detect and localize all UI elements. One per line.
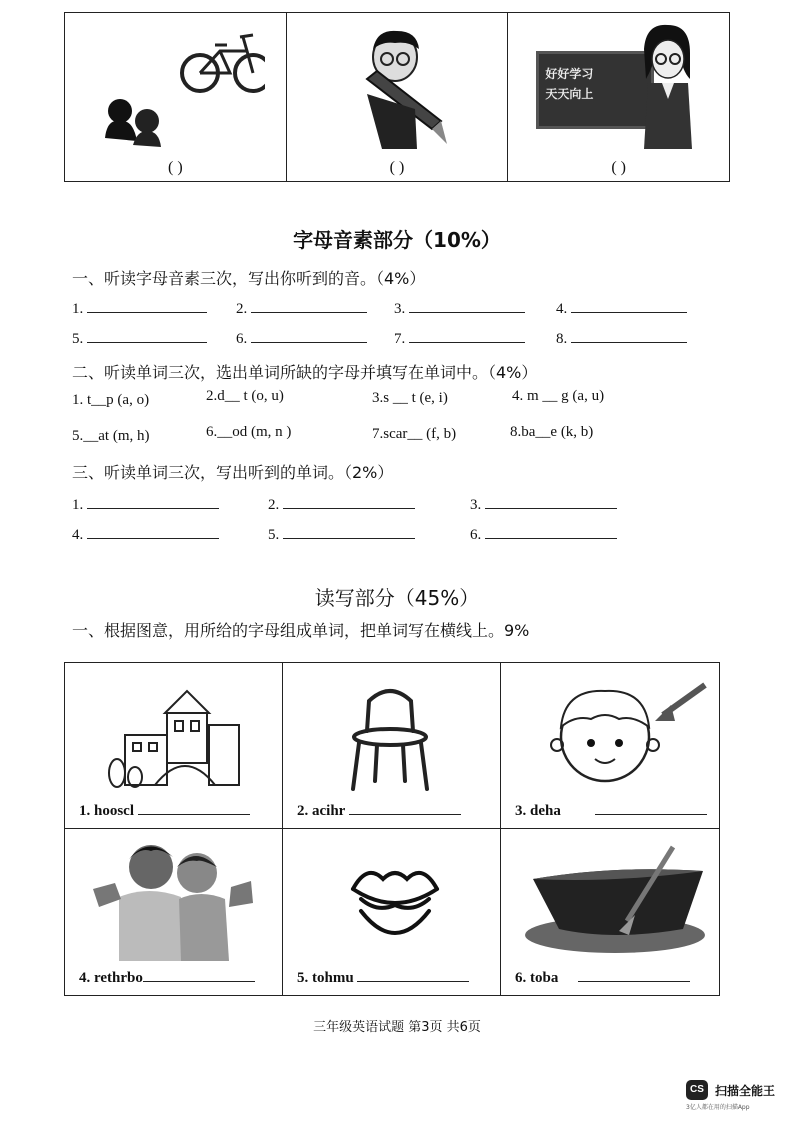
scanner-watermark (686, 1080, 775, 1111)
q1-num-2: 2. (236, 301, 248, 317)
answer-line-6[interactable] (578, 967, 690, 982)
answer-line-3[interactable] (595, 800, 707, 815)
q2-item-7: 7.scar__ (f, b) (372, 426, 457, 442)
phonics-q2-heading: 二、听读单词三次，选出单词所缺的字母并填写在单词中。（4%） (72, 363, 538, 382)
chair-icon (345, 681, 435, 793)
q3-answer-line-5[interactable] (283, 524, 415, 539)
page-footer: 三年级英语试题 第3页 共6页 (313, 1020, 481, 1035)
picture-cell-mouth (283, 829, 501, 995)
reading-section-title: 读写部分（45%） (314, 586, 480, 610)
boy-with-pencil-illustration (337, 19, 467, 154)
top-picture-table (64, 12, 730, 182)
q1-answer-line-5[interactable] (87, 328, 207, 343)
q1-answer-line-6[interactable] (251, 328, 367, 343)
answer-line-5[interactable] (357, 967, 469, 982)
q1-answer-line-1[interactable] (87, 298, 207, 313)
picture-cell-boat (501, 829, 719, 995)
answer-paren-2: ( ) (389, 159, 405, 176)
q1-answer-line-4[interactable] (571, 298, 687, 313)
boy-head-with-arrow-icon (545, 675, 715, 795)
watermark-app-name: 扫描全能王 (715, 1083, 776, 1098)
bicycle-children-illustration (95, 23, 265, 153)
answer-line-1[interactable] (138, 800, 250, 815)
picture-cell-teacher (508, 13, 729, 181)
q3-answer-line-3[interactable] (485, 494, 617, 509)
caption-1: 1. hooscl (79, 803, 135, 819)
caption-3: 3. deha (515, 803, 561, 819)
caption-5: 5. tohmu (297, 970, 354, 986)
camscanner-logo-icon: CS (686, 1080, 708, 1100)
caption-6: 6. toba (515, 970, 559, 986)
q1-answer-line-2[interactable] (251, 298, 367, 313)
q1-answer-line-3[interactable] (409, 298, 525, 313)
boat-photo (523, 843, 707, 959)
q1-num-8: 8. (556, 331, 568, 347)
answer-line-4[interactable] (143, 967, 255, 982)
q2-item-1: 1. t__p (a, o) (72, 392, 150, 408)
q3-num-1: 1. (72, 497, 84, 513)
reading-q1-heading: 一、根据图意，用所给的字母组成单词，把单词写在横线上。9% (72, 621, 530, 640)
q2-item-8: 8.ba__e (k, b) (510, 424, 594, 440)
q3-answer-line-2[interactable] (283, 494, 415, 509)
q1-answer-line-7[interactable] (409, 328, 525, 343)
q1-num-6: 6. (236, 331, 248, 347)
q1-num-4: 4. (556, 301, 568, 317)
picture-cell-bicycle (65, 13, 287, 181)
picture-cell-school (65, 663, 283, 829)
picture-cell-head (501, 663, 719, 829)
q3-num-5: 5. (268, 527, 280, 543)
q3-num-3: 3. (470, 497, 482, 513)
school-building-icon (105, 683, 245, 793)
word-picture-grid (64, 662, 720, 996)
q2-item-5: 5.__at (m, h) (72, 428, 150, 444)
teacher-illustration (626, 19, 706, 159)
phonics-q1-heading: 一、听读字母音素三次，写出你听到的音。（4%） (72, 269, 426, 288)
q1-num-3: 3. (394, 301, 406, 317)
picture-cell-pencil-boy (287, 13, 509, 181)
q1-num-7: 7. (394, 331, 406, 347)
q2-item-4: 4. m __ g (a, u) (512, 388, 605, 404)
two-boys-photo (89, 837, 259, 961)
answer-paren-3: ( ) (611, 159, 626, 176)
answer-paren-1: ( ) (168, 159, 183, 176)
chalkboard-line-2: 天天向上 (545, 87, 594, 101)
q3-answer-line-1[interactable] (87, 494, 219, 509)
chalkboard-line-1: 好好学习 (545, 67, 594, 81)
q3-answer-line-6[interactable] (485, 524, 617, 539)
q3-num-2: 2. (268, 497, 280, 513)
q2-item-3: 3.s __ t (e, i) (372, 390, 448, 406)
q3-num-4: 4. (72, 527, 84, 543)
answer-line-2[interactable] (349, 800, 461, 815)
picture-cell-chair (283, 663, 501, 829)
mouth-lips-icon (347, 859, 443, 949)
phonics-section-title: 字母音素部分（10%） (293, 228, 501, 252)
q1-answer-line-8[interactable] (571, 328, 687, 343)
watermark-tagline: 3亿人都在用的扫描App (686, 1104, 750, 1111)
q1-num-5: 5. (72, 331, 84, 347)
q1-num-1: 1. (72, 301, 84, 317)
caption-2: 2. acihr (297, 803, 346, 819)
q3-answer-line-4[interactable] (87, 524, 219, 539)
q2-item-6: 6.__od (m, n ) (206, 424, 292, 440)
q3-num-6: 6. (470, 527, 482, 543)
phonics-q3-heading: 三、听读单词三次，写出听到的单词。（2%） (72, 463, 394, 482)
picture-cell-brothers (65, 829, 283, 995)
caption-4: 4. rethrbo (79, 970, 143, 986)
q2-item-2: 2.d__ t (o, u) (206, 388, 284, 404)
